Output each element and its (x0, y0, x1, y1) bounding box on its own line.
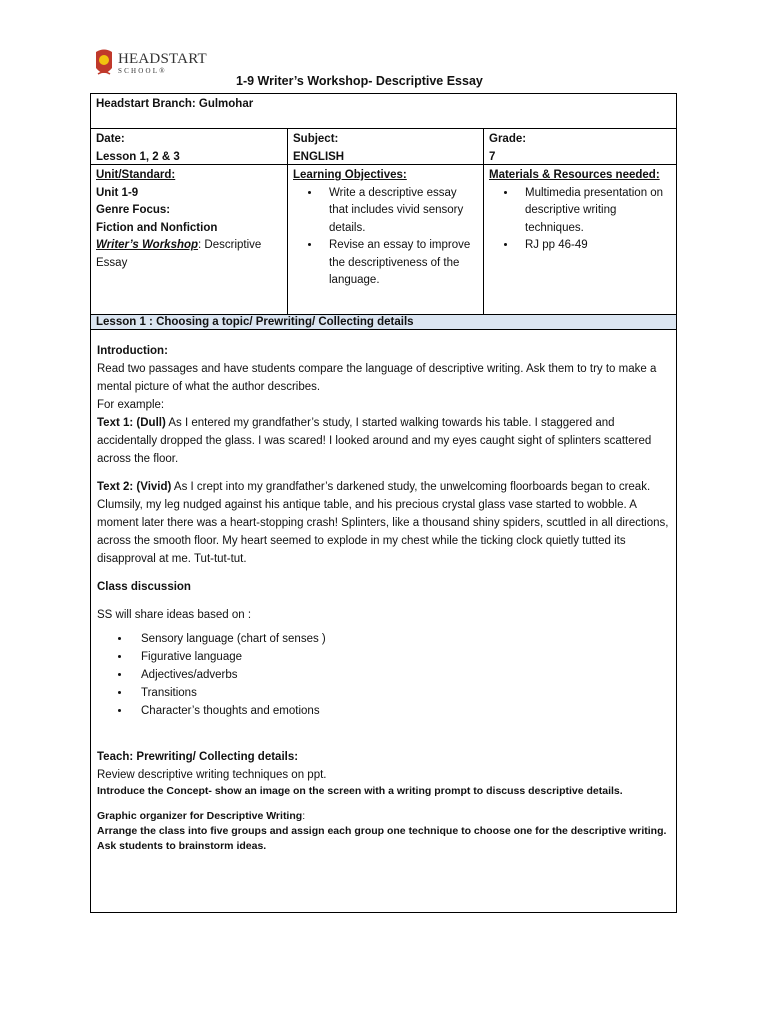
document-title: 1-9 Writer’s Workshop- Descriptive Essay (236, 74, 483, 88)
grade-label: Grade: (489, 133, 527, 145)
objectives-label: Learning Objectives: (293, 169, 407, 181)
lesson1-body (91, 330, 676, 912)
discussion-item: • Figurative language (131, 648, 670, 666)
intro-text: Read two passages and have students compare the language of descriptive writing. Ask them to try to make a mental picture of what the author describes. (97, 363, 657, 393)
grade-value: 7 (489, 150, 496, 163)
brainstorm-text: Ask students to brainstorm ideas. (97, 840, 267, 852)
subject-label: Subject: (293, 133, 339, 145)
lesson1-header: Lesson 1 : Choosing a topic/ Prewriting/ Collecting details (91, 315, 676, 329)
organizer-label: Graphic organizer for Descriptive Writing (97, 810, 303, 822)
date-value: Lesson 1, 2 & 3 (96, 150, 180, 163)
ss-share-text: SS will share ideas based on : (97, 609, 252, 621)
objectives-list (293, 185, 478, 290)
branch-row (91, 94, 676, 129)
materials-cell (483, 165, 676, 314)
date-row (91, 129, 676, 165)
text1-label: Text 1: (Dull) (97, 417, 166, 429)
text2-label: Text 2: (Vivid) (97, 481, 172, 493)
discussion-item: • Transitions (131, 684, 670, 702)
discussion-list (97, 630, 670, 720)
workshop-line (96, 237, 282, 272)
concept-text: Introduce the Concept- show an image on the screen with a writing prompt to discuss descriptive details. (97, 785, 623, 797)
date-label: Date: (96, 133, 125, 145)
text1-paragraph (97, 414, 670, 468)
organizer-colon: : (302, 810, 306, 822)
logo-line1: HEADSTART (118, 51, 207, 67)
logo-line2: SCHOOL® (118, 67, 167, 75)
class-discussion-label: Class discussion (97, 581, 191, 593)
text1-content: As I entered my grandfather’s study, I started walking towards his table. I staggered and accidentally dropped the glass. I was scared! I looked around and my eyes caught sight of splinters scattered across the floor. (97, 417, 652, 465)
discussion-item: • Adjectives/adverbs (131, 666, 670, 684)
arrange-text: Arrange the class into five groups and assign each group one technique to choose one for the descriptive writing. (97, 825, 667, 837)
logo-text (118, 52, 207, 76)
material-item: • RJ pp 46-49 (517, 237, 671, 255)
text2-paragraph (97, 478, 670, 568)
intro-label: Introduction: (97, 345, 168, 357)
teach-label: Teach: Prewriting/ Collecting details: (97, 751, 299, 763)
discussion-item: • Character’s thoughts and emotions (131, 702, 670, 720)
unit-label: Unit/Standard: (96, 169, 176, 181)
teach-text: Review descriptive writing techniques on ppt. (97, 769, 327, 781)
genre-label: Genre Focus: (96, 204, 171, 216)
grade-cell (483, 129, 676, 164)
discussion-item: • Sensory language (chart of senses ) (131, 630, 670, 648)
lesson-plan-table (90, 93, 677, 913)
organizer-line (97, 809, 670, 824)
subject-cell (287, 129, 483, 164)
materials-list (489, 185, 671, 255)
text2-content: As I crept into my grandfather’s darkened study, the unwelcoming floorboards began to creak. Clumsily, my leg nudged against his antique table, and his precious crystal glass vase started to wobble. A moment later there was a heart-stopping crash! Splinters, like a thousand shiny spiders, scuttled in all directions, across the smooth floor. My heart seemed to explode in my chest while the ticking clock quietly tutted its disapproval at me. Tut-tut-tut. (97, 481, 669, 565)
objectives-cell (287, 165, 483, 314)
objective-item: • Write a descriptive essay that includes vivid sensory details. (321, 185, 478, 238)
lesson1-header-row (91, 315, 676, 330)
branch-cell: Headstart Branch: Gulmohar (96, 98, 254, 110)
materials-label: Materials & Resources needed: (489, 169, 660, 181)
unit-row (91, 165, 676, 315)
material-item: • Multimedia presentation on descriptive writing techniques. (517, 185, 671, 238)
workshop-label: Writer’s Workshop (96, 239, 199, 251)
date-cell (91, 129, 287, 164)
unit-value: Unit 1-9 (96, 186, 139, 199)
genre-value: Fiction and Nonfiction (96, 221, 218, 234)
lesson1-body-row (91, 330, 676, 912)
objective-item: • Revise an essay to improve the descriptiveness of the language. (321, 237, 478, 290)
example-label: For example: (97, 399, 165, 411)
workshop-value: : Descriptive Essay (96, 239, 262, 269)
unit-cell (91, 165, 287, 314)
subject-value: ENGLISH (293, 150, 345, 163)
